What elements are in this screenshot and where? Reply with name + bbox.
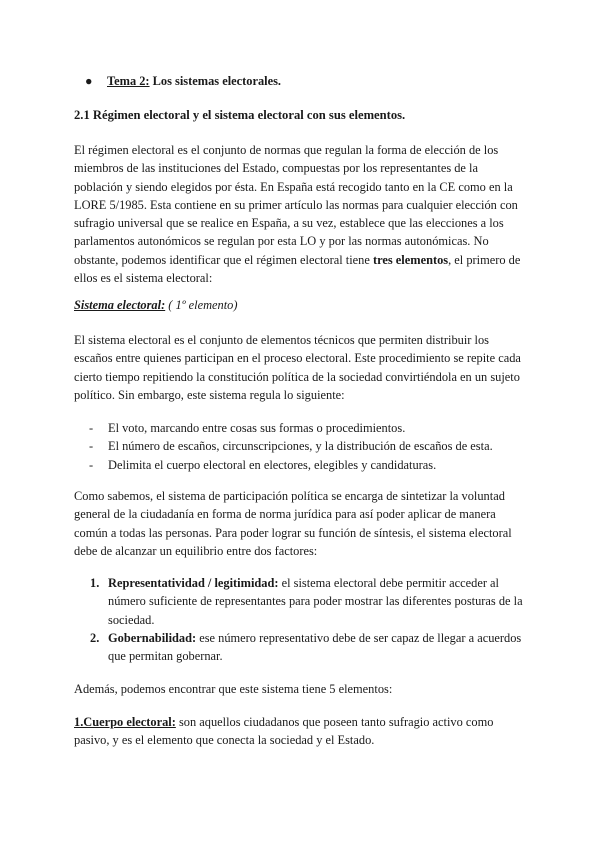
factors-list (90, 574, 530, 665)
factor-text: ese número representativo debe de ser capaz de llegar a acuerdos que permitan gobernar. (108, 630, 522, 664)
paragraph-participacion: Como sabemos, el sistema de participación política se encarga de sintetizar la voluntad general de la ciudadanía en forma de norma jurídica para así poder aplicar de manera común a todas las personas. Para poder lograr su función de síntesis, el sistema electoral debe de alcanzar un equilibrio entre dos factores: (74, 489, 512, 558)
regulation-list (89, 419, 529, 474)
subheading-sistema-electoral (74, 296, 526, 314)
paragraph-tail: , el primero de ellos es el sistema electoral: (74, 252, 521, 286)
cuerpo-electoral-label: 1.Cuerpo electoral: (74, 715, 176, 729)
list-item (90, 574, 530, 629)
paragraph-bold: tres elementos (372, 252, 449, 267)
paragraph-text: El régimen electoral es el conjunto de normas que regulan la forma de elección de los miembros de las instituciones del Estado, compuestas por los representantes de la población y siendo elegidos por ésta. En España está recogido tanto en la CE como en la LORE 5/1985. Esta contiene en su primer artículo las normas para cualquier elección con sufragio universal que se realice en España, a su vez, establece que las elecciones a los parlamentos autonómicos se regulan por esta LO y por las normas autonómicas. No obstante, podemos identificar que el régimen electoral tiene (74, 143, 518, 267)
bullet-icon: ● (85, 74, 93, 88)
factor-label: Gobernabilidad: (108, 630, 197, 645)
paragraph-regimen-electoral (74, 141, 526, 287)
topic-heading (85, 72, 512, 90)
list-item (89, 419, 529, 437)
list-item-text: El número de escaños, circunscripciones, y la distribución de escaños de esta. (108, 439, 493, 454)
paragraph-elementos: Además, podemos encontrar que este sistema tiene 5 elementos: (74, 682, 393, 696)
dash-marker: - (89, 421, 94, 435)
dash-marker: - (89, 439, 94, 454)
paragraph-cuerpo-electoral (74, 713, 526, 750)
subheading-note: ( 1º elemento) (165, 298, 238, 312)
list-item (89, 456, 529, 474)
list-number: 1. (90, 576, 100, 590)
cuerpo-electoral-text: son aquellos ciudadanos que poseen tanto sufragio activo como pasivo, y es el elemento que conecta la sociedad y el Estado. (74, 715, 494, 748)
list-item (89, 437, 529, 455)
factor-label: Representatividad / legitimidad: (108, 576, 279, 590)
list-number: 2. (90, 630, 100, 645)
topic-label: Tema 2: (107, 74, 150, 88)
list-item-text: Delimita el cuerpo electoral en electores, elegibles y candidaturas. (108, 457, 437, 472)
dash-marker: - (89, 457, 94, 472)
list-item (90, 629, 530, 666)
section-heading: 2.1 Régimen electoral y el sistema electoral con sus elementos. (74, 108, 406, 122)
subheading-label: Sistema electoral: (74, 298, 166, 312)
topic-title: Los sistemas electorales. (149, 74, 282, 88)
list-item-text: El voto, marcando entre cosas sus formas o procedimientos. (108, 421, 406, 435)
factor-text: el sistema electoral debe permitir acceder al número suficiente de representantes para poder mostrar las diferentes posturas de la sociedad. (108, 576, 523, 627)
paragraph-sistema-electoral: El sistema electoral es el conjunto de elementos técnicos que permiten distribuir los escaños entre quienes participan en el proceso electoral. Este procedimiento se repite cada cierto tiempo repitiendo la constitución política de la sociedad convirtiéndola en un sujeto político. Sin embargo, este sistema regula lo siguiente: (74, 333, 521, 402)
